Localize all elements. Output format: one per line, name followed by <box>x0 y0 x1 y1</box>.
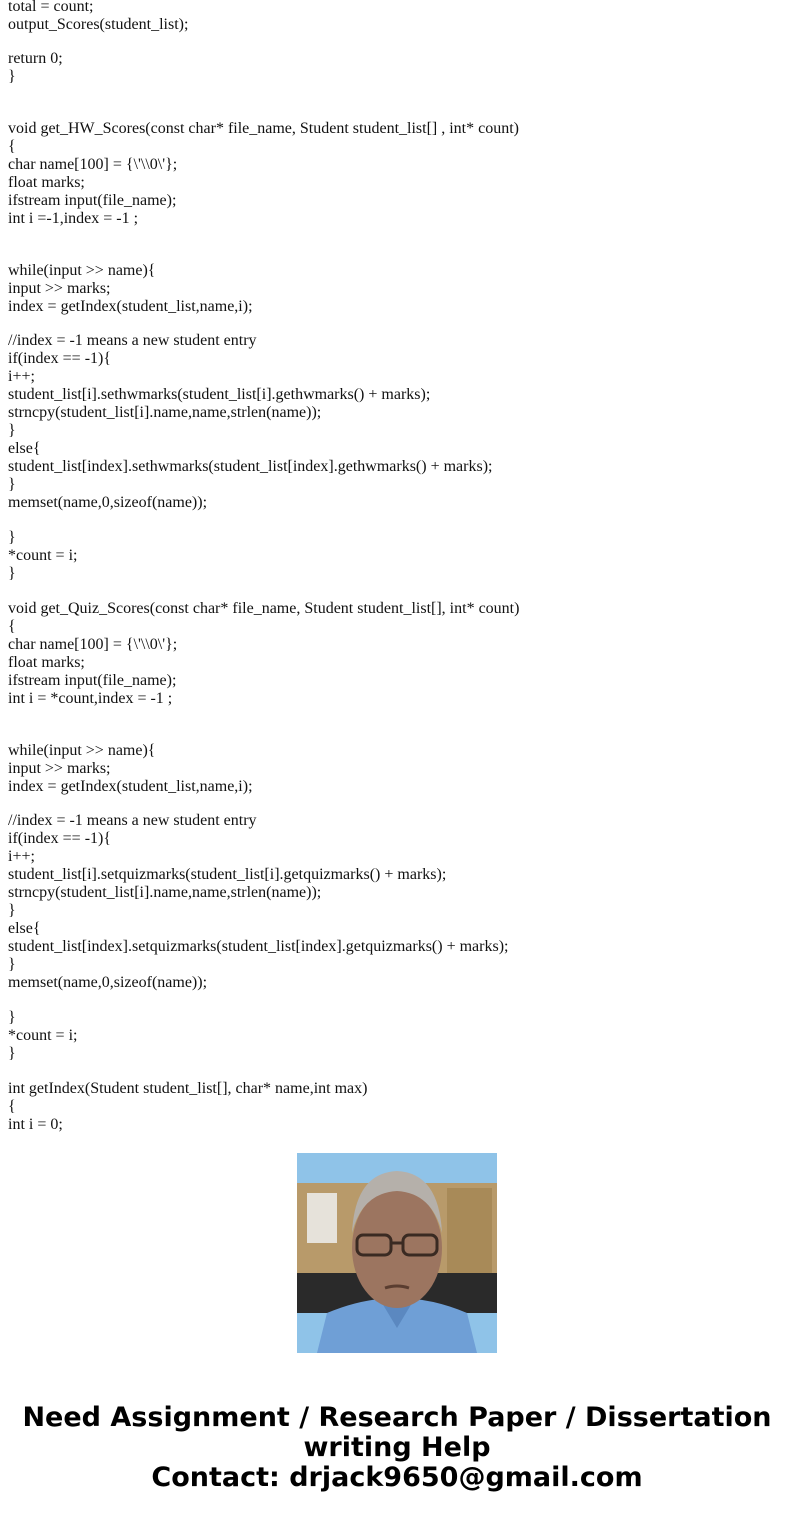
code-block <box>8 50 63 86</box>
code-line: } <box>8 476 16 493</box>
code-line: else{ <box>8 920 41 937</box>
code-line: input >> marks; <box>8 760 111 777</box>
code-line: char name[100] = {\'\\0\'}; <box>8 156 178 173</box>
code-line: i++; <box>8 848 35 865</box>
code-line: index = getIndex(student_list,name,i); <box>8 778 253 795</box>
code-line: return 0; <box>8 50 63 67</box>
code-line: memset(name,0,sizeof(name)); <box>8 974 208 991</box>
code-line: if(index == -1){ <box>8 350 112 367</box>
code-block <box>8 529 77 583</box>
code-block <box>8 262 253 316</box>
code-line: char name[100] = {\'\\0\'}; <box>8 636 178 653</box>
code-line: student_list[i].setquizmarks(student_list[i].getquizmarks() + marks); <box>8 866 447 883</box>
code-line: float marks; <box>8 654 85 671</box>
code-line: } <box>8 1045 16 1062</box>
code-line: } <box>8 565 16 582</box>
code-line: input >> marks; <box>8 280 111 297</box>
code-block <box>8 600 519 708</box>
code-line: i++; <box>8 368 35 385</box>
promo-banner <box>0 1403 794 1493</box>
code-line: } <box>8 956 16 973</box>
code-line: while(input >> name){ <box>8 742 156 759</box>
code-line: { <box>8 1098 16 1115</box>
code-line: ifstream input(file_name); <box>8 192 177 209</box>
code-block <box>8 332 492 512</box>
code-line: int i =-1,index = -1 ; <box>8 210 139 227</box>
code-block <box>8 1009 77 1063</box>
code-line: else{ <box>8 440 41 457</box>
promo-contact: Contact: drjack9650@gmail.com <box>151 1462 643 1493</box>
code-line: *count = i; <box>8 547 78 564</box>
code-line: output_Scores(student_list); <box>8 16 189 33</box>
person-photo-icon <box>297 1153 497 1353</box>
avatar <box>297 1153 497 1353</box>
code-block <box>8 742 253 796</box>
promo-line-2: writing Help <box>303 1432 491 1463</box>
code-line: total = count; <box>8 0 94 15</box>
code-line: void get_Quiz_Scores(const char* file_name, Student student_list[], int* count) <box>8 600 520 617</box>
code-line: int getIndex(Student student_list[], char* name,int max) <box>8 1080 368 1097</box>
code-line: student_list[i].sethwmarks(student_list[i].gethwmarks() + marks); <box>8 386 431 403</box>
code-line: } <box>8 529 16 546</box>
code-line: int i = *count,index = -1 ; <box>8 690 173 707</box>
code-block <box>8 120 519 228</box>
code-block <box>8 812 508 992</box>
code-line: float marks; <box>8 174 85 191</box>
code-block <box>8 0 188 34</box>
code-line: strncpy(student_list[i].name,name,strlen(name)); <box>8 404 322 421</box>
code-line: strncpy(student_list[i].name,name,strlen(name)); <box>8 884 322 901</box>
code-line: //index = -1 means a new student entry <box>8 332 257 349</box>
code-line: memset(name,0,sizeof(name)); <box>8 494 208 511</box>
code-line: student_list[index].sethwmarks(student_list[index].gethwmarks() + marks); <box>8 458 493 475</box>
code-block <box>8 1080 367 1134</box>
code-line: student_list[index].setquizmarks(student_list[index].getquizmarks() + marks); <box>8 938 509 955</box>
code-line: { <box>8 618 16 635</box>
code-line: int i = 0; <box>8 1116 63 1133</box>
code-line: } <box>8 1009 16 1026</box>
code-line: if(index == -1){ <box>8 830 112 847</box>
code-line: { <box>8 138 16 155</box>
code-line: //index = -1 means a new student entry <box>8 812 257 829</box>
code-line: while(input >> name){ <box>8 262 156 279</box>
code-line: } <box>8 902 16 919</box>
code-line: *count = i; <box>8 1027 78 1044</box>
promo-line-1: Need Assignment / Research Paper / Dissertation <box>22 1402 772 1433</box>
code-line: void get_HW_Scores(const char* file_name, Student student_list[] , int* count) <box>8 120 519 137</box>
code-line: ifstream input(file_name); <box>8 672 177 689</box>
code-line: } <box>8 422 16 439</box>
code-line: index = getIndex(student_list,name,i); <box>8 298 253 315</box>
code-line: } <box>8 68 16 85</box>
